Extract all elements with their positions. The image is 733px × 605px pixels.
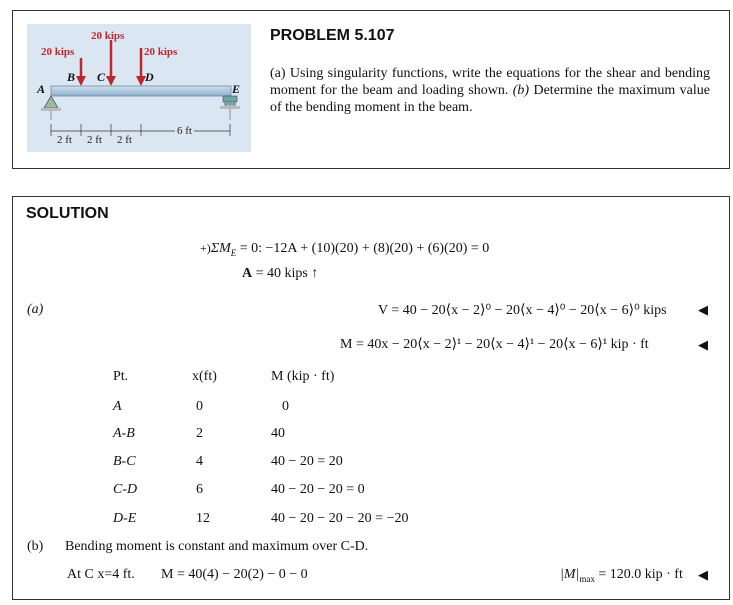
table-header-pt: Pt. <box>113 369 129 384</box>
result-subscript: max <box>579 573 595 584</box>
table-cell-x: 2 <box>196 426 203 441</box>
statement-b-label: (b) <box>512 83 530 98</box>
result-m: |M| <box>560 567 580 582</box>
answer-marker: ◀ <box>698 567 708 582</box>
table-cell-x: 12 <box>196 511 210 526</box>
table-header-m: M (kip · ft) <box>271 369 335 384</box>
answer-marker: ◀ <box>698 302 708 317</box>
dim-label-3: 2 ft <box>117 134 132 146</box>
sum-symbol: ΣM <box>210 241 231 256</box>
point-label-d: D <box>145 70 154 84</box>
shear-equation: V = 40 − 20⟨x − 2⟩⁰ − 20⟨x − 4⟩⁰ − 20⟨x − 6⟩⁰ kips <box>378 303 667 318</box>
reaction-rest: = 40 kips ↑ <box>252 266 319 281</box>
dim-label-4: 6 ft <box>177 125 192 137</box>
reaction-equation <box>242 266 318 282</box>
table-cell-pt: C-D <box>113 482 138 497</box>
statement-b-text: Determine the maximum value of the bending moment in the beam. <box>270 83 710 115</box>
moment-equation: M = 40x − 20⟨x − 2⟩¹ − 20⟨x − 4⟩¹ − 20⟨x − 6⟩¹ kip · ft <box>340 337 649 352</box>
point-label-a: A <box>37 82 46 96</box>
statement-a-label: (a) <box>270 66 286 81</box>
table-cell-m: 0 <box>282 399 289 414</box>
pin-support <box>44 96 58 108</box>
sum-rest: = 0: −12A + (10)(20) + (8)(20) + (6)(20) = 0 <box>236 241 490 256</box>
table-cell-pt: A <box>113 399 122 414</box>
table-cell-m: 40 − 20 = 20 <box>271 454 343 469</box>
table-cell-pt: B-C <box>113 454 136 469</box>
at-c-equation: M = 40(4) − 20(2) − 0 − 0 <box>161 567 308 582</box>
problem-title: PROBLEM 5.107 <box>270 27 395 44</box>
table-header-x: x(ft) <box>192 369 217 384</box>
load-label-middle: 20 kips <box>91 30 125 42</box>
point-label-e: E <box>232 82 241 96</box>
solution-heading: SOLUTION <box>26 205 109 222</box>
at-c-text: At C x=4 ft. <box>67 567 135 582</box>
table-cell-m: 40 − 20 − 20 = 0 <box>271 482 365 497</box>
point-label-c: C <box>97 70 106 84</box>
result-rest: = 120.0 kip · ft <box>594 567 683 582</box>
part-b-label: (b) <box>27 539 44 554</box>
part-a-label: (a) <box>27 302 44 317</box>
sum-subscript: E <box>230 247 237 258</box>
dim-label-2: 2 ft <box>87 134 102 146</box>
table-cell-m: 40 <box>271 426 285 441</box>
beam-figure <box>27 24 251 152</box>
max-moment-result <box>560 567 683 584</box>
table-cell-x: 4 <box>196 454 203 469</box>
table-cell-x: 6 <box>196 482 203 497</box>
load-label-right: 20 kips <box>144 46 178 58</box>
statement-a-text: Using singularity functions, write the equations for the shear and bending moment for the beam and loading shown. <box>270 66 710 98</box>
beam-diagram <box>27 24 251 152</box>
load-arrow <box>76 76 86 86</box>
ccw-sign: +) <box>200 241 211 255</box>
reaction-symbol: A <box>242 266 253 281</box>
moment-sum-equation <box>200 241 489 258</box>
table-cell-x: 0 <box>196 399 203 414</box>
part-b-text: Bending moment is constant and maximum over C-D. <box>65 539 369 554</box>
dim-label-1: 2 ft <box>57 134 72 146</box>
table-cell-pt: A-B <box>113 426 135 441</box>
load-label-left: 20 kips <box>41 46 75 58</box>
table-cell-m: 40 − 20 − 20 − 20 = −20 <box>271 511 409 526</box>
point-label-b: B <box>67 70 76 84</box>
problem-statement <box>270 65 710 116</box>
table-cell-pt: D-E <box>113 511 137 526</box>
load-arrow <box>106 76 116 86</box>
beam <box>51 86 231 96</box>
answer-marker: ◀ <box>698 337 708 352</box>
